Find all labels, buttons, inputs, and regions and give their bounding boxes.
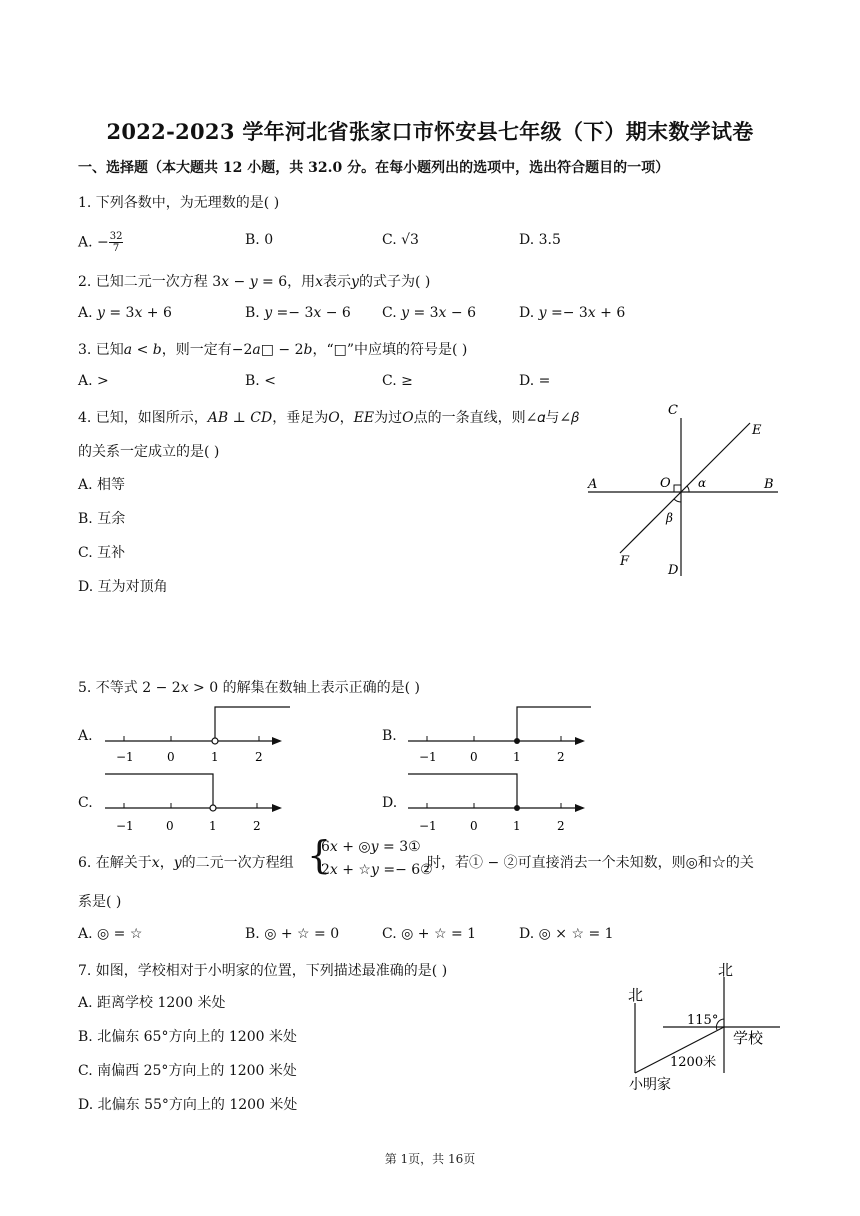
system-brace: {	[307, 833, 332, 877]
section-heading: 一、选择题（本大题共 12 小题，共 32.0 分。在每小题列出的选项中，选出符合题目的一项）	[78, 160, 670, 176]
tick-label: 1	[513, 819, 521, 832]
tick-label: 1	[211, 750, 219, 763]
label-d: D	[668, 563, 679, 578]
question-2-stem: 2. 已知二元一次方程 3𝑥 − 𝑦 = 6，用𝑥表示𝑦的式子为( )	[78, 274, 431, 290]
q2-option-a: A. 𝑦 = 3𝑥 + 6	[78, 305, 172, 321]
q1-option-a	[78, 231, 123, 254]
label-c: C	[668, 403, 678, 418]
tick-label: −1	[116, 750, 134, 763]
q7-option-a: A. 距离学校 1200 米处	[78, 995, 226, 1011]
question-4-stem-line2: 的关系一定成立的是( )	[78, 444, 220, 460]
tick-label: 2	[557, 750, 565, 763]
label-o: O	[660, 476, 671, 491]
tick-label: −1	[116, 819, 134, 832]
north-label-home: 北	[628, 986, 644, 1004]
tick-label: 2	[253, 819, 261, 832]
tick-label: 0	[470, 750, 478, 763]
question-6-stem-post: 时，若① − ②可直接消去一个未知数，则◎和☆的关	[427, 855, 754, 871]
q7-direction-figure	[615, 955, 795, 1100]
q5-option-c-label: C.	[78, 795, 93, 811]
question-4-stem-line1: 4. 已知，如图所示，𝐴𝐵 ⊥ 𝐶𝐷，垂足为𝑂，𝐸𝐸为过𝑂点的一条直线，则∠𝛼与∠𝛽	[78, 410, 579, 426]
q2-option-c: C. 𝑦 = 3𝑥 − 6	[382, 305, 476, 321]
distance-label: 1200米	[670, 1055, 717, 1070]
question-6-stem-pre: 6. 在解关于𝑥，𝑦的二元一次方程组	[78, 855, 294, 871]
tick-label: 2	[255, 750, 263, 763]
right-angle-mark	[674, 485, 681, 492]
page-footer: 第 1页，共 16页	[384, 1152, 476, 1166]
q4-option-d: D. 互为对顶角	[78, 579, 168, 595]
tick-label: 0	[166, 819, 174, 832]
question-5-stem: 5. 不等式 2 − 2𝑥 > 0 的解集在数轴上表示正确的是( )	[78, 680, 420, 696]
q4-option-c: C. 互补	[78, 545, 126, 561]
tick-label: 2	[557, 819, 565, 832]
tick-label: 0	[470, 819, 478, 832]
q7-option-d: D. 北偏东 55°方向上的 1200 米处	[78, 1097, 298, 1113]
label-b: B	[764, 477, 774, 492]
q4-option-a: A. 相等	[78, 477, 126, 493]
q3-option-c: C. ≥	[382, 373, 413, 389]
alpha-arc	[687, 486, 689, 492]
q6-option-b: B. ◎ + ☆ = 0	[245, 926, 340, 942]
q1-fraction-denominator: 7	[112, 243, 120, 254]
label-a: A	[588, 477, 598, 492]
q5-number-line-d	[403, 770, 593, 832]
label-alpha: α	[698, 476, 707, 490]
label-beta: β	[666, 511, 673, 525]
q5-option-b-label: B.	[382, 728, 397, 744]
q5-number-line-c	[100, 770, 290, 832]
q5-number-line-b	[403, 703, 593, 763]
q5-option-d-label: D.	[382, 795, 398, 811]
line-ef	[620, 423, 750, 553]
question-3-stem: 3. 已知𝑎 < 𝑏，则一定有−2𝑎□ − 2𝑏，“□”中应填的符号是( )	[78, 342, 468, 358]
q3-option-b: B. <	[245, 373, 276, 389]
q4-option-b: B. 互余	[78, 511, 126, 527]
q2-option-d: D. 𝑦 =− 3𝑥 + 6	[519, 305, 626, 321]
tick-label: 1	[209, 819, 217, 832]
q1-fraction	[109, 231, 124, 254]
school-label: 学校	[733, 1029, 764, 1047]
q5-option-a-label: A.	[78, 728, 93, 744]
q1-fraction-numerator: 32	[109, 231, 123, 242]
q7-option-b: B. 北偏东 65°方向上的 1200 米处	[78, 1029, 297, 1045]
beta-arc	[674, 499, 681, 502]
q6-option-c: C. ◎ + ☆ = 1	[382, 926, 477, 942]
tick-label: 1	[513, 750, 521, 763]
q1-option-c: C. √3	[382, 232, 419, 248]
question-6-stem-line2: 系是( )	[78, 894, 122, 910]
q2-option-b: B. 𝑦 =− 3𝑥 − 6	[245, 305, 351, 321]
q5-number-line-a	[100, 703, 290, 763]
q6-option-a: A. ◎ = ☆	[78, 926, 143, 942]
question-7-stem: 7. 如图，学校相对于小明家的位置，下列描述最准确的是( )	[78, 963, 448, 979]
tick-label: −1	[419, 819, 437, 832]
q1-option-d: D. 3.5	[519, 232, 561, 248]
label-e: E	[752, 423, 762, 438]
tick-label: −1	[419, 750, 437, 763]
question-1-stem: 1. 下列各数中，为无理数的是( )	[78, 195, 280, 211]
q6-option-d: D. ◎ × ☆ = 1	[519, 926, 614, 942]
q4-figure	[580, 398, 790, 583]
label-f: F	[620, 554, 630, 569]
equation-1: 6𝑥 + ◎𝑦 = 3①	[321, 839, 421, 855]
q3-option-d: D. =	[519, 373, 551, 389]
q3-option-a: A. >	[78, 373, 109, 389]
north-label-school: 北	[718, 961, 734, 979]
q7-option-c: C. 南偏西 25°方向上的 1200 米处	[78, 1063, 297, 1079]
q1-option-b: B. 0	[245, 232, 274, 248]
q1-option-a-prefix: A. −	[78, 234, 109, 251]
page-title: 2022-2023 学年河北省张家口市怀安县七年级（下）期末数学试卷	[106, 119, 754, 144]
equation-2: 2𝑥 + ☆𝑦 =− 6②	[321, 862, 433, 878]
tick-label: 0	[167, 750, 175, 763]
angle-label: 115°	[687, 1013, 719, 1028]
home-label: 小明家	[629, 1077, 671, 1093]
